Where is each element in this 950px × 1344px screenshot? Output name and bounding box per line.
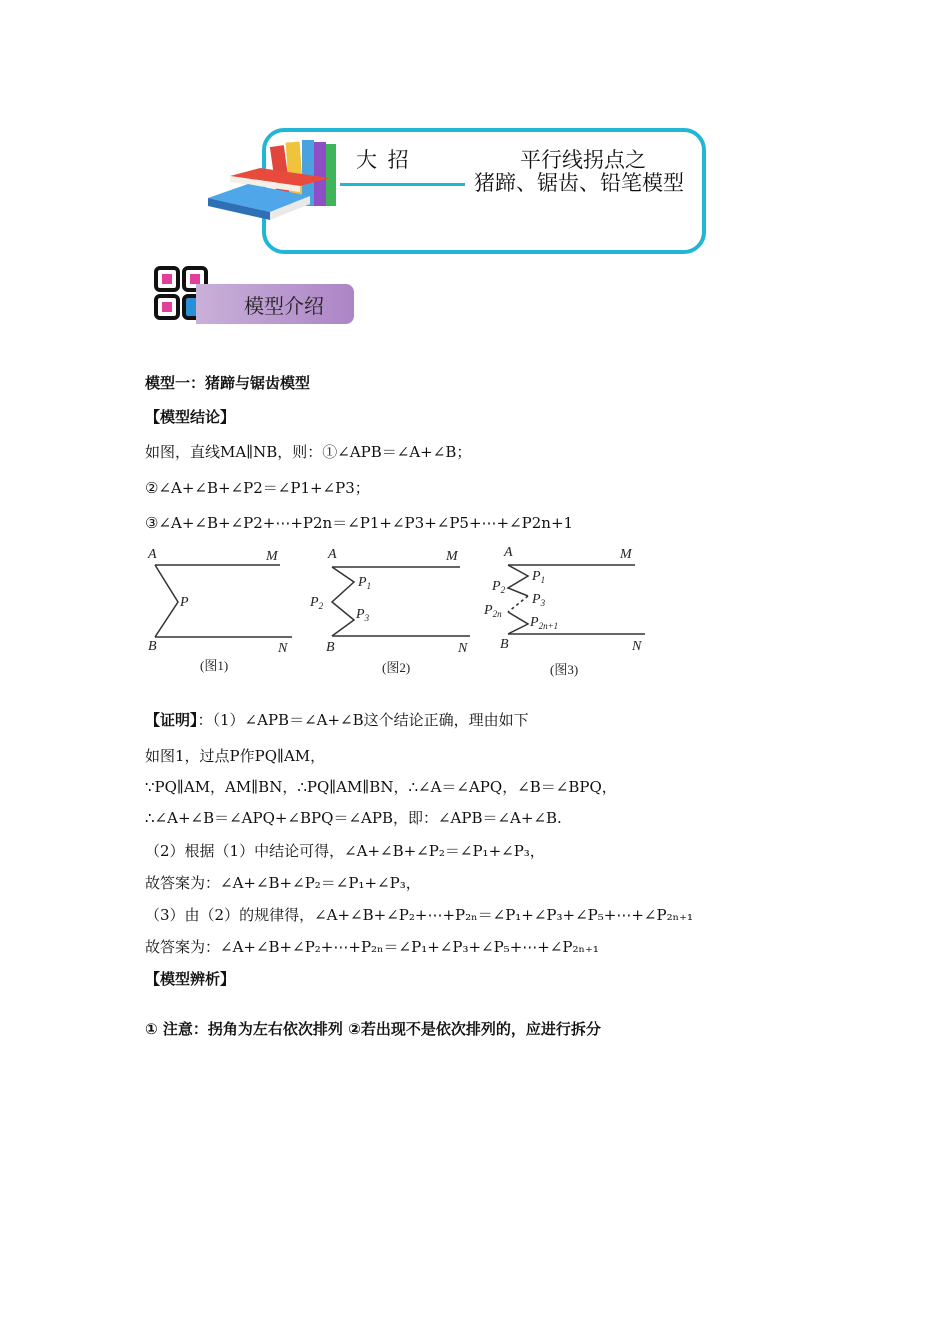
proof-line-5: （2）根据（1）中结论可得，∠A+∠B+∠P₂＝∠P₁+∠P₃， (145, 842, 545, 860)
banner-title-line2: 猪蹄、锯齿、铅笔模型 (474, 171, 684, 195)
fig2-label-p2: P (310, 595, 319, 610)
fig2-label-p1: P (358, 575, 367, 590)
fig3-zigzag-top (508, 565, 528, 596)
fig3-label-b: B (500, 637, 509, 652)
proof-line-8: 故答案为：∠A+∠B+∠P₂+⋯+P₂ₙ＝∠P₁+∠P₃+∠P₅+⋯+∠P₂ₙ₊₁ (145, 938, 599, 956)
analysis-heading: 【模型辨析】 (145, 970, 236, 988)
svg-text:P2 (491, 579, 506, 595)
fig3-label-p2n-sub: 2n (492, 609, 502, 619)
fig2-label-p1-sub: 1 (366, 581, 372, 591)
fig1-label-a: A (148, 547, 157, 562)
svg-text:P2n (483, 603, 502, 619)
fig3-label-p2-sub: 2 (500, 585, 506, 595)
fig3-label-p1: P (532, 569, 541, 584)
fig2-label-b: B (326, 640, 335, 655)
proof-line-7: （3）由（2）的规律得，∠A+∠B+∠P₂+⋯+P₂ₙ＝∠P₁+∠P₃+∠P₅+⋯+∠P₂ₙ₊₁ (145, 906, 694, 924)
svg-text:P2 (309, 595, 324, 611)
conclusion-1: 如图，直线MA∥NB，则：①∠APB＝∠A+∠B； (145, 443, 472, 461)
banner-title-line1: 平行线拐点之 (520, 148, 646, 172)
fig3-label-p2n: P (484, 603, 493, 618)
banner-left-label: 大 招 (356, 148, 411, 172)
fig3-label-p3: P (532, 592, 541, 607)
fig2-label-p2-sub: 2 (318, 601, 324, 611)
proof-line-6: 故答案为：∠A+∠B+∠P₂＝∠P₁+∠P₃， (145, 874, 421, 892)
books-icon (200, 136, 350, 226)
fig3-label-n: N (632, 639, 642, 654)
fig3-label-p3-sub: 3 (540, 598, 546, 608)
conclusion-2: ②∠A+∠B+∠P2＝∠P1+∠P3； (145, 479, 370, 497)
fig1-zigzag (155, 565, 178, 637)
section-label: 模型介绍 (244, 294, 324, 318)
fig1-caption: (图1) (200, 658, 229, 673)
fig2-label-a: A (328, 547, 337, 562)
fig1-label-n: N (278, 641, 288, 656)
fig3-label-p2: P (492, 579, 501, 594)
model-heading: 模型一：猪蹄与锯齿模型 (145, 374, 311, 392)
analysis-note: ① 注意：拐角为左右依次排列 ②若出现不是依次排列的，应进行拆分 (145, 1020, 601, 1038)
proof-heading: 【证明】 (145, 711, 198, 729)
proof-line-4: ∴∠A+∠B＝∠APQ+∠BPQ＝∠APB，即：∠APB＝∠A+∠B. (145, 809, 562, 827)
fig3-caption: (图3) (550, 662, 579, 677)
proof-line-1 (145, 709, 529, 730)
conclusion-heading: 【模型结论】 (145, 408, 236, 426)
fig2-zigzag (332, 567, 354, 636)
proof-line-1-text: ：（1）∠APB＝∠A+∠B这个结论正确，理由如下 (197, 711, 529, 729)
fig2-label-p3-sub: 3 (364, 613, 370, 623)
fig2-label-m: M (446, 549, 458, 564)
banner-divider (340, 183, 465, 186)
fig3-label-p2n1: P (530, 615, 539, 630)
svg-text:P2n+1 (529, 615, 558, 631)
svg-text:P3 (531, 592, 546, 608)
fig2-label-n: N (458, 641, 468, 656)
fig3-label-p2n1-sub: 2n+1 (538, 621, 559, 631)
fig1-label-p: P (180, 595, 189, 610)
fig3-label-a: A (504, 545, 513, 560)
fig3-dashed-segment (508, 596, 528, 612)
fig3-label-p1-sub: 1 (540, 575, 546, 585)
proof-line-3: ∵PQ∥AM，AM∥BN，∴PQ∥AM∥BN，∴∠A＝∠APQ，∠B＝∠BPQ， (145, 778, 617, 796)
proof-line-2: 如图1，过点P作PQ∥AM， (145, 747, 326, 765)
fig2-caption: (图2) (382, 660, 411, 675)
conclusion-3: ③∠A+∠B+∠P2+⋯+P2n＝∠P1+∠P3+∠P5+⋯+∠P2n+1 (145, 514, 574, 532)
fig3-zigzag-bottom (508, 612, 528, 634)
svg-text:P1 (357, 575, 371, 591)
model-figures (140, 540, 660, 685)
fig1-label-m: M (266, 549, 278, 564)
fig3-label-m: M (620, 547, 632, 562)
fig2-label-p3: P (356, 607, 365, 622)
svg-text:P1 (531, 569, 545, 585)
fig1-label-b: B (148, 639, 157, 654)
svg-text:P3 (355, 607, 370, 623)
